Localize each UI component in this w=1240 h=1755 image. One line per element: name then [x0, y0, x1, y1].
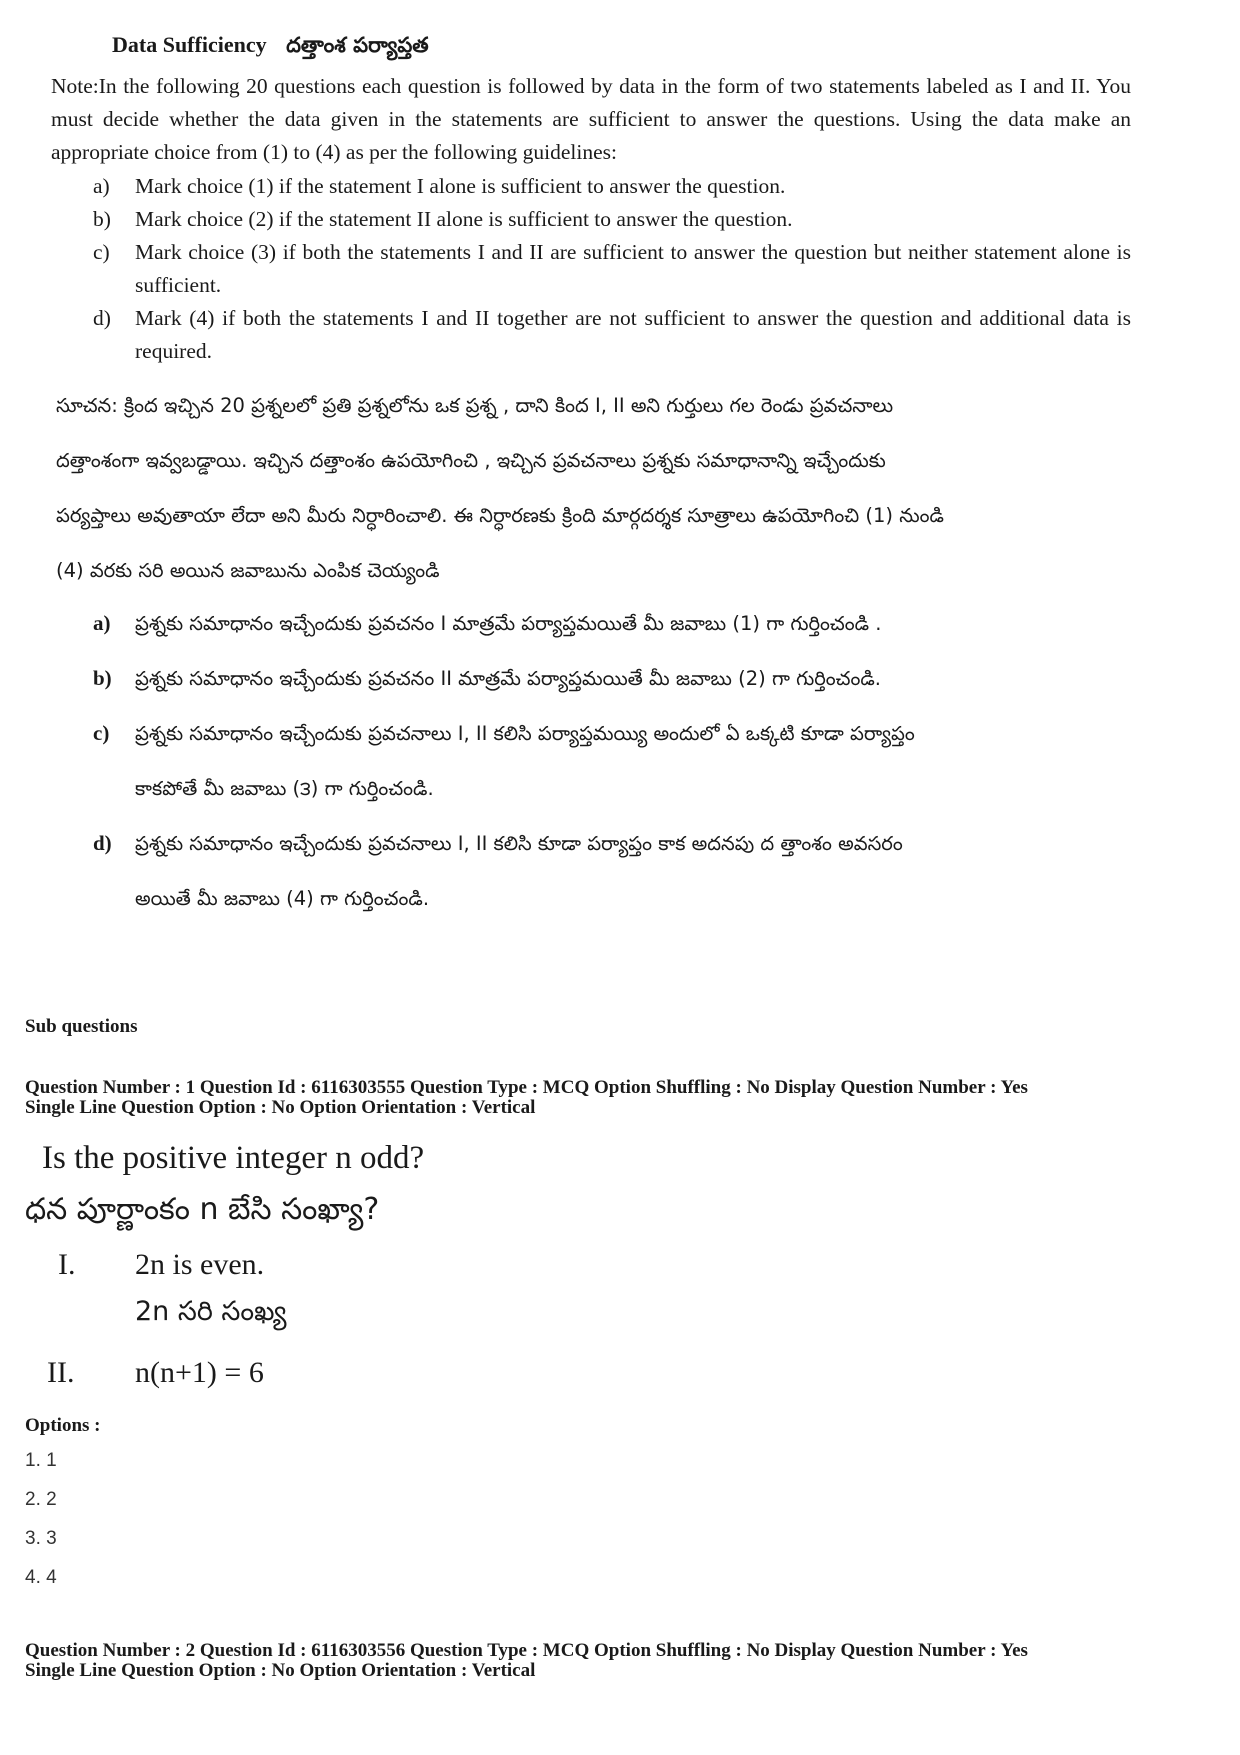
instruction-note-te-line: సూచన: క్రింద ఇచ్చిన 20 ప్రశ్నలలో ప్రతి ప్రశ్నలోను ఒక ప్రశ్న , దాని కింద I, II అని గుర్తులు గల రెండు ప్రవచనాలు	[56, 394, 894, 417]
instruction-marker: b)	[93, 207, 111, 231]
question-1-meta	[25, 1078, 1028, 1118]
section-title-en: Data Sufficiency	[112, 32, 267, 57]
statement-1-text: 2n is even.	[135, 1248, 265, 1281]
instruction-marker: b)	[93, 666, 112, 690]
options-list	[25, 1450, 57, 1606]
instruction-item-en	[93, 203, 1131, 236]
instruction-line: ప్రశ్నకు సమాధానం ఇచ్చేందుకు ప్రవచనం II మాత్రమే పర్యాప్తమయితే మీ జవాబు (2) గా గుర్తించండి.	[135, 667, 882, 690]
statement-2-label: II.	[47, 1356, 75, 1389]
instruction-note-te-line: పర్యప్తాలు అవుతాయా లేదా అని మీరు నిర్ధారించాలి. ఈ నిర్ధారణకు క్రింది మార్గదర్శక సూత్రాలు ఉపయోగించి (1) నుండి	[56, 504, 944, 527]
question-1-text-en: Is the positive integer n odd?	[42, 1140, 425, 1176]
instruction-item-te	[93, 596, 1133, 651]
statement-1-label: I.	[58, 1248, 76, 1281]
instruction-note-te-line: దత్తాంశంగా ఇవ్వబడ్డాయి. ఇచ్చిన దత్తాంశం ఉపయోగించి , ఇచ్చిన ప్రవచనాలు ప్రశ్నకు సమాధానాన్ని ఇచ్చేందుకు	[56, 449, 886, 472]
instruction-item-te	[93, 651, 1133, 706]
question-meta-line: Single Line Question Option : No Option Orientation : Vertical	[25, 1660, 536, 1681]
instruction-marker: c)	[93, 721, 110, 745]
section-title-te: దత్తాంశ పర్యాప్తత	[286, 33, 429, 57]
instruction-line: ప్రశ్నకు సమాధానం ఇచ్చేందుకు ప్రవచనం I మాత్రమే పర్యాప్తమయితే మీ జవాబు (1) గా గుర్తించండి .	[135, 612, 882, 635]
instruction-marker: d)	[93, 831, 112, 855]
instruction-item-te	[93, 816, 1133, 926]
question-1-text-te: ధన పూర్ణాంకం n బేసి సంఖ్యా?	[25, 1192, 380, 1227]
instructions-list-en	[93, 170, 1131, 368]
instruction-text-te	[135, 816, 1133, 926]
instruction-text: Mark choice (1) if the statement I alone is sufficient to answer the question.	[135, 174, 786, 198]
options-label: Options :	[25, 1415, 101, 1436]
instructions-list-te	[93, 596, 1133, 926]
instruction-line: అయితే మీ జవాబు (4) గా గుర్తించండి.	[135, 887, 430, 910]
instruction-marker: a)	[93, 174, 110, 198]
instruction-note-te-line: (4) వరకు సరి అయిన జవాబును ఎంపిక చెయ్యండి	[56, 559, 440, 582]
question-2-meta	[25, 1641, 1028, 1681]
instruction-line: ప్రశ్నకు సమాధానం ఇచ్చేందుకు ప్రవచనాలు I, II కలిసి కూడా పర్యాప్తం కాక అదనపు ద త్తాంశం అవసరం	[135, 832, 903, 855]
instruction-line: కాకపోతే మీ జవాబు (౩) గా గుర్తించండి.	[135, 777, 434, 800]
question-meta-line: Question Number : 1 Question Id : 6116303555 Question Type : MCQ Option Shuffling : No Display Question Number : Yes	[25, 1077, 1028, 1098]
instruction-item-en	[93, 170, 1131, 203]
instruction-marker: a)	[93, 611, 111, 635]
instruction-text: Mark (4) if both the statements I and II together are not sufficient to answer the question and additional data is required.	[135, 306, 1131, 363]
instruction-marker: c)	[93, 240, 110, 264]
instructions-note-te	[56, 378, 1136, 598]
instruction-text: Mark choice (2) if the statement II alone is sufficient to answer the question.	[135, 207, 793, 231]
instructions-note-en: Note:In the following 20 questions each question is followed by data in the form of two statements labeled as I and II. You must decide whether the data given in the statements are sufficient to answer the questions. Using the data make an appropriate choice from (1) to (4) as per the following guidelines:	[51, 74, 1131, 164]
option-1[interactable]: 1. 1	[25, 1450, 57, 1471]
instruction-marker: d)	[93, 306, 111, 330]
option-2[interactable]: 2. 2	[25, 1489, 57, 1510]
statement-2-text: n(n+1) = 6	[135, 1356, 264, 1389]
instruction-item-te	[93, 706, 1133, 816]
instruction-item-en	[93, 236, 1131, 302]
statement-1-text-te: 2n సరి సంఖ్య	[135, 1296, 287, 1327]
question-meta-line: Single Line Question Option : No Option Orientation : Vertical	[25, 1097, 536, 1118]
section-heading	[112, 32, 429, 63]
instruction-text: Mark choice (3) if both the statements I and II are sufficient to answer the question but neither statement alone is sufficient.	[135, 240, 1131, 297]
instruction-line: ప్రశ్నకు సమాధానం ఇచ్చేందుకు ప్రవచనాలు I, II కలిసి పర్యాప్తమయ్యి అందులో ఏ ఒక్కటి కూడా పర్యాప్తం	[135, 722, 915, 745]
option-4[interactable]: 4. 4	[25, 1567, 57, 1588]
instruction-text-te	[135, 651, 1133, 706]
instruction-text-te	[135, 596, 1133, 651]
question-meta-line: Question Number : 2 Question Id : 6116303556 Question Type : MCQ Option Shuffling : No Display Question Number : Yes	[25, 1640, 1028, 1661]
instruction-text-te	[135, 706, 1133, 816]
sub-questions-label: Sub questions	[25, 1016, 138, 1037]
instruction-item-en	[93, 302, 1131, 368]
option-3[interactable]: 3. 3	[25, 1528, 57, 1549]
